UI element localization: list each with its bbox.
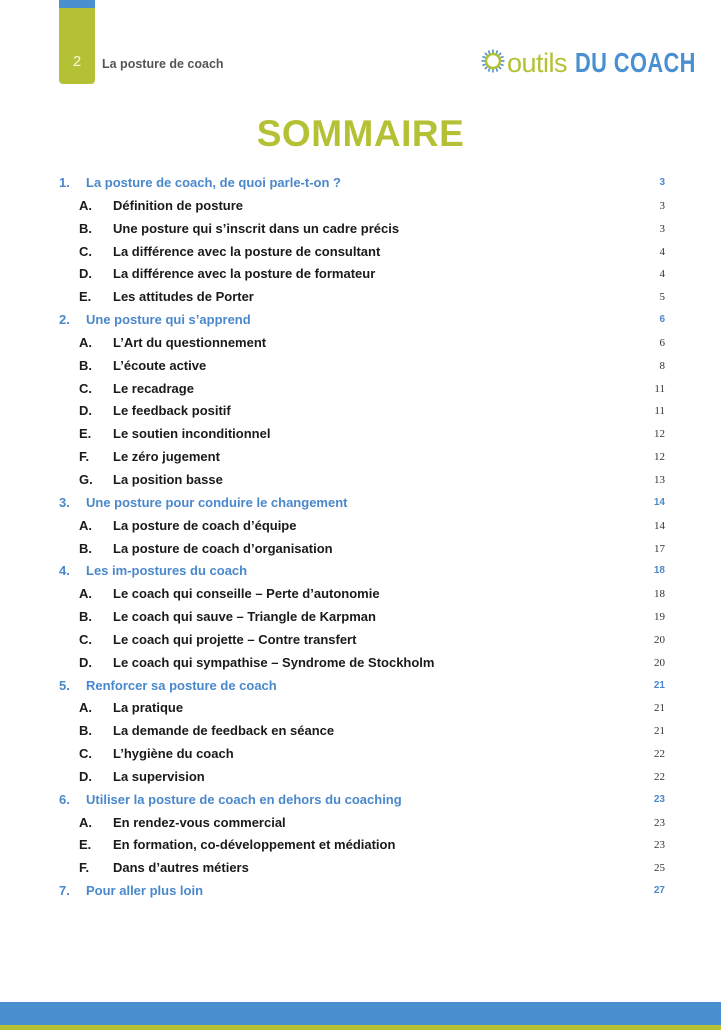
toc-entry-label[interactable]: Le coach qui sauve – Triangle de Karpman xyxy=(113,609,376,625)
toc-entry-page[interactable]: 4 xyxy=(659,245,665,258)
toc-entry-label[interactable]: Dans d’autres métiers xyxy=(113,860,249,876)
toc-entry-label[interactable]: La différence avec la posture de consultant xyxy=(113,243,381,259)
toc-entry-number: A. xyxy=(79,586,92,602)
toc-entry-label[interactable]: Le recadrage xyxy=(113,380,194,396)
toc-entry-number: 1. xyxy=(59,175,70,190)
toc-entry-page[interactable]: 23 xyxy=(654,839,665,852)
toc-subsection[interactable] xyxy=(0,194,721,217)
toc-subsection[interactable] xyxy=(0,285,721,308)
toc-section[interactable] xyxy=(0,674,721,697)
toc-entry-label[interactable]: L’écoute active xyxy=(113,357,207,373)
toc-subsection[interactable] xyxy=(0,833,721,856)
toc-entry-page[interactable]: 19 xyxy=(654,611,665,624)
toc-entry-number: D. xyxy=(79,768,92,784)
toc-entry-page[interactable]: 27 xyxy=(653,885,665,897)
toc-entry-page[interactable]: 3 xyxy=(659,222,665,235)
logo-word-du-coach: DU COACH xyxy=(575,47,696,78)
footer-green-bar xyxy=(0,1025,721,1030)
toc-entry-number: A. xyxy=(79,197,92,213)
toc-entry-number: 4. xyxy=(59,563,70,579)
toc-section[interactable] xyxy=(0,788,721,811)
toc-subsection[interactable] xyxy=(0,696,721,719)
toc-entry-page[interactable]: 22 xyxy=(654,748,665,761)
toc-entry-page[interactable]: 3 xyxy=(659,177,665,188)
toc-entry-number: B. xyxy=(79,723,92,739)
toc-entry-number: A. xyxy=(79,334,92,350)
toc-subsection[interactable] xyxy=(0,331,721,354)
table-of-contents xyxy=(0,171,721,902)
toc-entry-page[interactable]: 11 xyxy=(654,405,665,418)
toc-entry-page[interactable]: 17 xyxy=(654,542,665,555)
toc-entry-page[interactable]: 22 xyxy=(654,770,665,783)
toc-entry-number: E. xyxy=(79,289,92,305)
toc-entry-number: 7. xyxy=(59,883,70,899)
page-number: 2 xyxy=(72,53,82,70)
toc-subsection[interactable] xyxy=(0,719,721,742)
toc-entry-number: D. xyxy=(79,403,92,419)
toc-entry-page[interactable]: 18 xyxy=(654,588,665,601)
toc-subsection[interactable] xyxy=(0,628,721,651)
toc-entry-page[interactable]: 25 xyxy=(654,862,665,875)
toc-entry-number: D. xyxy=(79,266,92,282)
toc-entry-page[interactable]: 6 xyxy=(659,336,665,349)
toc-entry-label[interactable]: Pour aller plus loin xyxy=(86,883,204,899)
toc-subsection[interactable] xyxy=(0,468,721,491)
toc-entry-label[interactable]: Les im-postures du coach xyxy=(86,563,248,579)
toc-entry-page[interactable]: 20 xyxy=(654,633,665,646)
logo xyxy=(481,46,721,80)
toc-entry-label[interactable]: En formation, co-développement et médiation xyxy=(113,837,396,853)
logo-word-outils: outils xyxy=(507,47,568,78)
toc-subsection[interactable] xyxy=(0,445,721,468)
toc-entry-label[interactable]: Renforcer sa posture de coach xyxy=(86,677,277,693)
toc-entry-page[interactable]: 4 xyxy=(659,268,665,281)
toc-subsection[interactable] xyxy=(0,240,721,263)
toc-entry-number: C. xyxy=(79,746,92,762)
toc-entry-page[interactable]: 21 xyxy=(654,702,665,715)
toc-entry-page[interactable]: 5 xyxy=(659,291,665,304)
toc-entry-number: 5. xyxy=(59,677,70,693)
toc-entry-number: C. xyxy=(79,243,92,259)
toc-entry-page[interactable]: 18 xyxy=(653,565,665,577)
toc-entry-label[interactable]: La pratique xyxy=(113,700,184,716)
toc-entry-page[interactable]: 21 xyxy=(654,725,665,738)
toc-entry-page[interactable]: 23 xyxy=(654,816,665,829)
toc-subsection[interactable] xyxy=(0,399,721,422)
toc-entry-page[interactable]: 13 xyxy=(654,473,665,486)
toc-entry-label[interactable]: La position basse xyxy=(113,471,223,487)
toc-entry-label[interactable]: L’hygiène du coach xyxy=(113,746,234,762)
toc-subsection[interactable] xyxy=(0,605,721,628)
toc-subsection[interactable] xyxy=(0,537,721,560)
toc-entry-number: A. xyxy=(79,517,92,533)
toc-entry-label[interactable]: La posture de coach, de quoi parle-t-on ? xyxy=(86,175,341,190)
toc-entry-number: F. xyxy=(79,449,90,465)
toc-entry-number: D. xyxy=(79,654,92,670)
page-number-tab xyxy=(59,0,95,84)
running-title: La posture de coach xyxy=(102,57,224,71)
toc-subsection[interactable] xyxy=(0,651,721,674)
sun-gear-icon xyxy=(481,49,505,78)
toc-entry-number: E. xyxy=(79,837,92,853)
toc-entry-label[interactable]: Une posture qui s’apprend xyxy=(86,312,251,328)
toc-subsection[interactable] xyxy=(0,422,721,445)
toc-entry-label[interactable]: Le coach qui projette – Contre transfert xyxy=(113,631,357,647)
toc-entry-number: C. xyxy=(79,380,92,396)
toc-entry-label[interactable]: Les attitudes de Porter xyxy=(113,289,254,305)
toc-entry-page[interactable]: 14 xyxy=(653,496,665,508)
footer-blue-bar xyxy=(0,1002,721,1025)
toc-entry-number: E. xyxy=(79,426,92,442)
toc-section[interactable] xyxy=(0,491,721,514)
toc-subsection[interactable] xyxy=(0,765,721,788)
tab-accent-strip xyxy=(59,0,95,8)
toc-entry-number: G. xyxy=(79,471,93,487)
toc-entry-page[interactable]: 8 xyxy=(659,359,665,372)
toc-entry-number: 2. xyxy=(59,312,70,328)
toc-subsection[interactable] xyxy=(0,217,721,240)
toc-entry-number: B. xyxy=(79,609,92,625)
toc-entry-label[interactable]: En rendez-vous commercial xyxy=(113,814,286,830)
toc-entry-number: A. xyxy=(79,814,92,830)
toc-subsection[interactable] xyxy=(0,582,721,605)
toc-entry-label[interactable]: Le feedback positif xyxy=(113,403,231,419)
toc-entry-label[interactable]: La différence avec la posture de formateur xyxy=(113,266,376,282)
toc-subsection[interactable] xyxy=(0,742,721,765)
toc-entry-label[interactable]: Le soutien inconditionnel xyxy=(113,426,271,442)
toc-entry-label[interactable]: Le coach qui conseille – Perte d’autonomie xyxy=(113,586,380,602)
toc-entry-page[interactable]: 6 xyxy=(659,314,665,326)
toc-entry-page[interactable]: 12 xyxy=(654,451,665,464)
toc-entry-label[interactable]: Définition de posture xyxy=(113,197,243,213)
toc-entry-page[interactable]: 12 xyxy=(654,428,665,441)
toc-entry-number: B. xyxy=(79,220,92,236)
toc-subsection[interactable] xyxy=(0,377,721,400)
toc-entry-page[interactable]: 3 xyxy=(659,199,665,212)
toc-entry-label[interactable]: La posture de coach d’équipe xyxy=(113,517,297,533)
toc-section[interactable] xyxy=(0,308,721,331)
toc-subsection[interactable] xyxy=(0,811,721,834)
toc-section[interactable] xyxy=(0,171,721,194)
toc-entry-page[interactable]: 21 xyxy=(653,679,665,691)
toc-entry-label[interactable]: La posture de coach d’organisation xyxy=(113,540,333,556)
toc-entry-number: 3. xyxy=(59,494,70,510)
toc-entry-label[interactable]: La demande de feedback en séance xyxy=(113,723,335,739)
toc-subsection[interactable] xyxy=(0,262,721,285)
toc-subsection[interactable] xyxy=(0,514,721,537)
toc-entry-page[interactable]: 11 xyxy=(654,382,665,395)
toc-entry-label[interactable]: Le zéro jugement xyxy=(113,449,220,465)
toc-entry-page[interactable]: 14 xyxy=(654,519,665,532)
toc-entry-number: B. xyxy=(79,540,92,556)
toc-entry-number: A. xyxy=(79,700,92,716)
toc-entry-label[interactable]: Le coach qui sympathise – Syndrome de Stockholm xyxy=(113,654,435,670)
toc-entry-page[interactable]: 20 xyxy=(654,656,665,669)
toc-entry-page[interactable]: 23 xyxy=(653,793,665,805)
toc-entry-number: C. xyxy=(79,631,92,647)
toc-entry-number: F. xyxy=(79,860,90,876)
toc-section[interactable] xyxy=(0,559,721,582)
toc-section[interactable] xyxy=(0,879,721,902)
toc-entry-label[interactable]: Une posture qui s’inscrit dans un cadre précis xyxy=(113,220,400,236)
toc-entry-label[interactable]: L’Art du questionnement xyxy=(113,334,267,350)
toc-entry-number: B. xyxy=(79,357,92,373)
toc-entry-label[interactable]: Une posture pour conduire le changement xyxy=(86,494,348,510)
toc-entry-label[interactable]: Utiliser la posture de coach en dehors du coaching xyxy=(86,791,402,807)
toc-entry-label[interactable]: La supervision xyxy=(113,768,205,784)
toc-subsection[interactable] xyxy=(0,354,721,377)
toc-entry-number: 6. xyxy=(59,791,70,807)
toc-subsection[interactable] xyxy=(0,856,721,879)
page-title: SOMMAIRE xyxy=(256,113,465,154)
